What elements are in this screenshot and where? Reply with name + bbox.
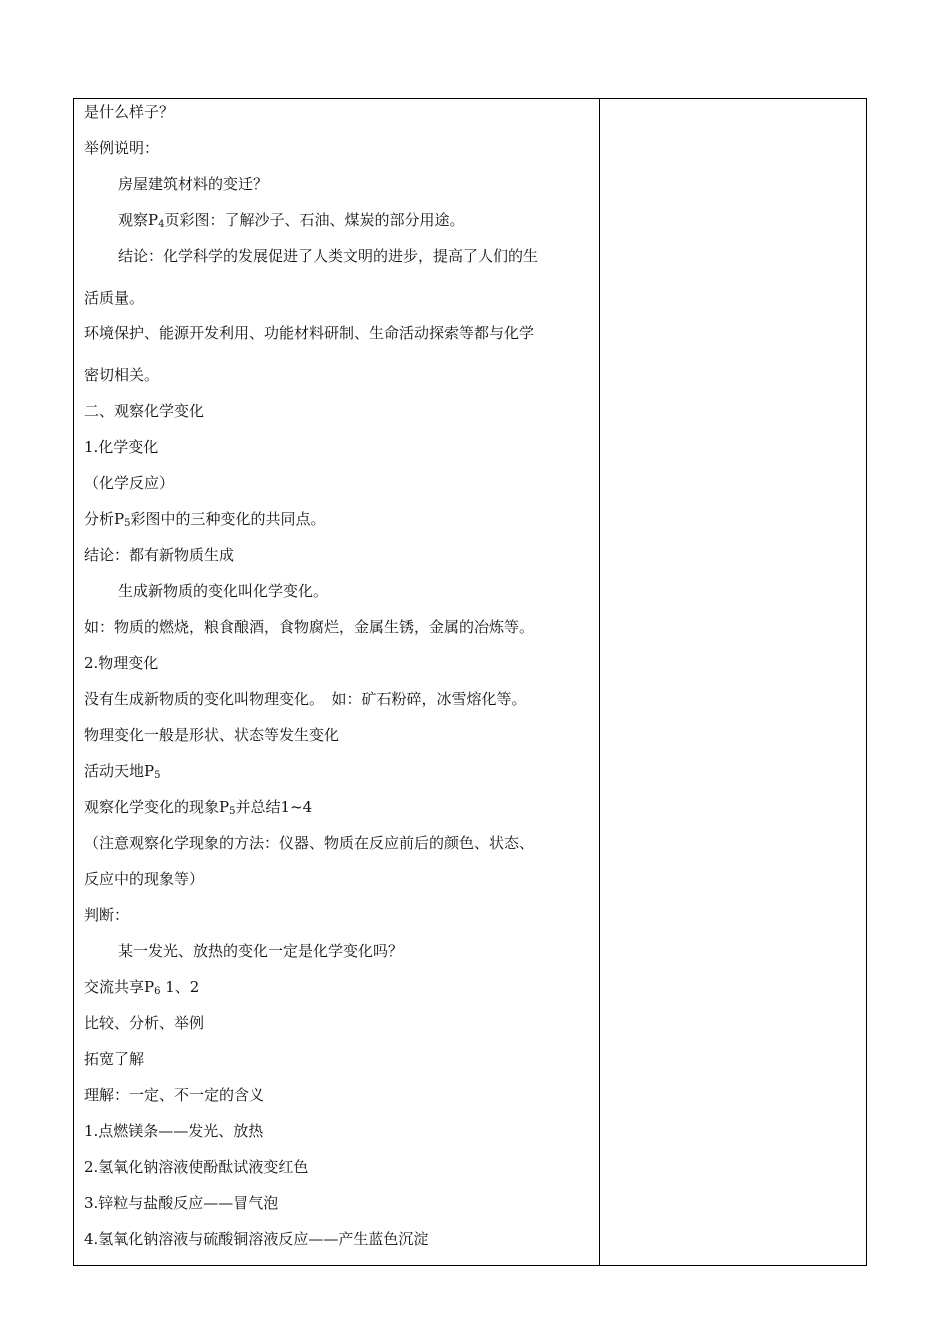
text-line: 1.点燃镁条——发光、放热 bbox=[84, 1122, 264, 1140]
text-run: 观察化学变化的现象P bbox=[84, 798, 230, 816]
text-line: 反应中的现象等） bbox=[84, 870, 205, 888]
text-line bbox=[84, 977, 199, 997]
section-heading: 二、观察化学变化 bbox=[84, 402, 205, 420]
text-run: 页彩图：了解沙子、石油、煤炭的部分用途。 bbox=[164, 211, 465, 229]
text-line: 理解：一定、不一定的含义 bbox=[84, 1086, 265, 1104]
text-line: 活质量。 bbox=[84, 289, 145, 307]
text-line: 4.氢氧化钠溶液与硫酸铜溶液反应——产生蓝色沉淀 bbox=[84, 1230, 429, 1248]
text-line: 密切相关。 bbox=[84, 366, 160, 384]
text-line: 比较、分析、举例 bbox=[84, 1014, 205, 1032]
text-run: 活动天地P bbox=[84, 762, 155, 780]
text-line: 1.化学变化 bbox=[84, 438, 159, 456]
text-line: 某一发光、放热的变化一定是化学变化吗？ bbox=[118, 942, 404, 960]
text-line: 拓宽了解 bbox=[84, 1050, 145, 1068]
text-line: 生成新物质的变化叫化学变化。 bbox=[118, 582, 329, 600]
text-line bbox=[118, 210, 464, 230]
text-line: 结论：化学科学的发展促进了人类文明的进步，提高了人们的生 bbox=[118, 247, 539, 265]
text-line: （化学反应） bbox=[84, 474, 175, 492]
text-run: 分析P bbox=[84, 510, 125, 528]
text-line: 2.氢氧化钠溶液使酚酞试液变红色 bbox=[84, 1158, 309, 1176]
right-cell bbox=[600, 99, 866, 1265]
subscript: 5 bbox=[229, 806, 236, 817]
text-line: 物理变化一般是形状、状态等发生变化 bbox=[84, 726, 340, 744]
text-line: 如：物质的燃烧，粮食酿酒，食物腐烂，金属生锈，金属的冶炼等。 bbox=[84, 618, 535, 636]
subscript: 5 bbox=[154, 770, 161, 781]
text-line: 没有生成新物质的变化叫物理变化。 如：矿石粉碎，冰雪熔化等。 bbox=[84, 690, 527, 708]
lesson-table bbox=[73, 98, 867, 1266]
subscript: 6 bbox=[154, 986, 161, 997]
text-line bbox=[84, 509, 325, 529]
text-line: 结论：都有新物质生成 bbox=[84, 546, 235, 564]
subscript: 4 bbox=[158, 219, 165, 230]
text-line: 房屋建筑材料的变迁？ bbox=[118, 175, 269, 193]
text-run: 交流共享P bbox=[84, 978, 155, 996]
text-line: 3.锌粒与盐酸反应——冒气泡 bbox=[84, 1194, 279, 1212]
text-line: 举例说明： bbox=[84, 139, 160, 157]
text-run: 观察P bbox=[118, 211, 159, 229]
text-run: 1、2 bbox=[160, 978, 200, 996]
text-line: 2.物理变化 bbox=[84, 654, 159, 672]
text-line: 判断： bbox=[84, 906, 130, 924]
text-run: 并总结1~4 bbox=[235, 798, 313, 816]
text-line bbox=[84, 797, 312, 817]
text-line bbox=[84, 761, 160, 781]
text-line: （注意观察化学现象的方法：仪器、物质在反应前后的颜色、状态、 bbox=[84, 834, 535, 852]
text-line: 环境保护、能源开发利用、功能材料研制、生命活动探索等都与化学 bbox=[84, 324, 535, 342]
text-run: 彩图中的三种变化的共同点。 bbox=[130, 510, 326, 528]
text-line: 是什么样子？ bbox=[84, 103, 175, 121]
subscript: 5 bbox=[124, 518, 131, 529]
